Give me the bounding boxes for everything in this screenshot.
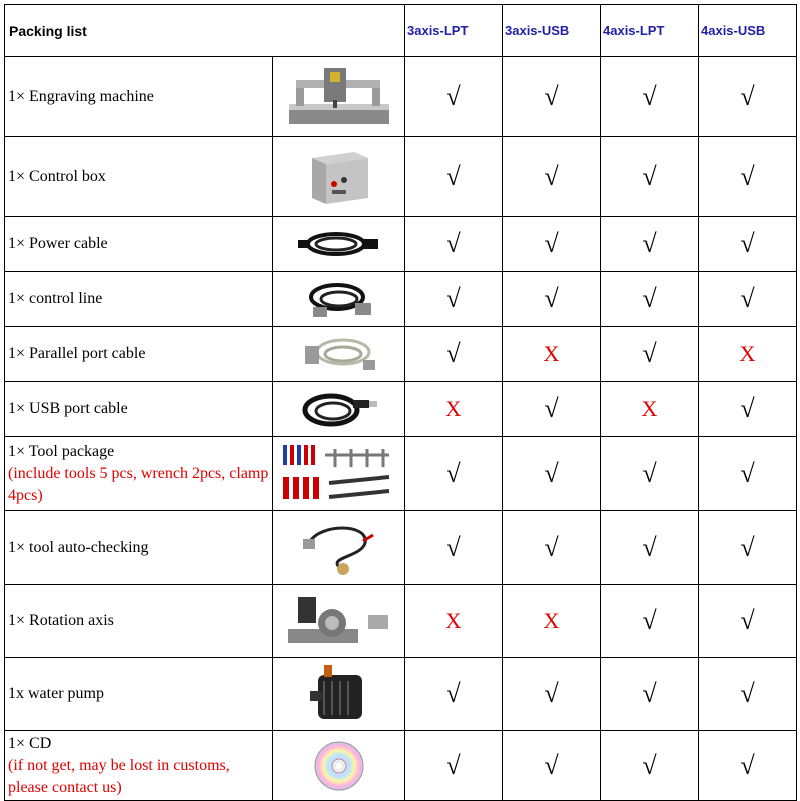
item-label: 1× Power cable [8, 235, 108, 252]
check-mark: √ [740, 161, 755, 191]
item-note: (include tools 5 pcs, wrench 2pcs, clamp 4pcs) [8, 464, 269, 504]
availability-cell [699, 437, 797, 511]
availability-cell [503, 511, 601, 585]
rotation-axis-icon [273, 589, 404, 653]
availability-cell [503, 57, 601, 137]
check-mark: √ [446, 161, 461, 191]
check-mark: √ [740, 284, 755, 313]
item-description [5, 731, 273, 801]
item-description [5, 57, 273, 137]
check-mark: √ [740, 81, 755, 111]
cd-icon [273, 738, 404, 794]
check-mark: √ [642, 606, 657, 635]
availability-cell [503, 272, 601, 327]
item-description [5, 511, 273, 585]
check-mark: √ [446, 81, 461, 111]
availability-cell [405, 327, 503, 382]
item-description [5, 217, 273, 272]
availability-cell [601, 511, 699, 585]
availability-cell [699, 382, 797, 437]
engraving-machine-icon [273, 64, 404, 130]
parallel-cable-icon [273, 330, 404, 378]
packing-row [5, 511, 797, 585]
check-mark: √ [642, 532, 657, 562]
item-label: 1× control line [8, 290, 103, 307]
item-label: 1× Parallel port cable [8, 345, 146, 362]
availability-cell [503, 658, 601, 731]
availability-cell [405, 382, 503, 437]
item-description [5, 137, 273, 217]
item-image [273, 731, 405, 801]
availability-cell [503, 585, 601, 658]
cross-mark: X [739, 341, 756, 366]
cross-mark: X [445, 396, 462, 421]
availability-cell [405, 731, 503, 801]
check-mark: √ [446, 679, 461, 708]
availability-cell [699, 217, 797, 272]
column-header-3axis-usb: 3axis-USB [503, 5, 601, 57]
check-mark: √ [642, 81, 657, 111]
check-mark: √ [740, 679, 755, 708]
packing-list-title: Packing list [5, 5, 405, 57]
check-mark: √ [740, 532, 755, 562]
item-label: 1× Rotation axis [8, 612, 114, 629]
item-label: 1× Control box [8, 167, 106, 185]
availability-cell [601, 437, 699, 511]
cross-mark: X [543, 341, 560, 366]
item-label: 1× CD [8, 734, 52, 752]
column-header-4axis-usb: 4axis-USB [699, 5, 797, 57]
control-box-icon [273, 144, 404, 210]
packing-row [5, 272, 797, 327]
check-mark: √ [544, 679, 559, 708]
packing-list-table [4, 4, 797, 801]
availability-cell [405, 437, 503, 511]
availability-cell [601, 57, 699, 137]
check-mark: √ [446, 229, 461, 258]
item-description [5, 437, 273, 511]
availability-cell [601, 658, 699, 731]
availability-cell [405, 217, 503, 272]
check-mark: √ [642, 458, 657, 488]
availability-cell [503, 437, 601, 511]
availability-cell [601, 137, 699, 217]
check-mark: √ [544, 750, 559, 780]
availability-cell [699, 731, 797, 801]
availability-cell [503, 327, 601, 382]
check-mark: √ [740, 750, 755, 780]
availability-cell [601, 382, 699, 437]
availability-cell [503, 137, 601, 217]
check-mark: √ [544, 394, 559, 423]
item-image [273, 658, 405, 731]
header-row [5, 5, 797, 57]
check-mark: √ [642, 750, 657, 780]
availability-cell [503, 382, 601, 437]
check-mark: √ [642, 284, 657, 313]
item-image [273, 137, 405, 217]
water-pump-icon [273, 661, 404, 727]
item-image [273, 327, 405, 382]
availability-cell [699, 327, 797, 382]
check-mark: √ [446, 532, 461, 562]
check-mark: √ [740, 394, 755, 423]
control-line-icon [273, 275, 404, 323]
item-description [5, 585, 273, 658]
availability-cell [405, 585, 503, 658]
packing-row [5, 658, 797, 731]
availability-cell [601, 272, 699, 327]
cross-mark: X [641, 396, 658, 421]
item-image [273, 382, 405, 437]
availability-cell [405, 511, 503, 585]
availability-cell [699, 511, 797, 585]
column-header-4axis-lpt: 4axis-LPT [601, 5, 699, 57]
item-description [5, 382, 273, 437]
check-mark: √ [740, 606, 755, 635]
item-image [273, 585, 405, 658]
check-mark: √ [446, 339, 461, 368]
packing-row [5, 57, 797, 137]
availability-cell [503, 217, 601, 272]
check-mark: √ [642, 161, 657, 191]
item-image [273, 217, 405, 272]
item-label: 1× Engraving machine [8, 87, 154, 105]
availability-cell [601, 585, 699, 658]
item-description [5, 272, 273, 327]
packing-row [5, 327, 797, 382]
check-mark: √ [544, 532, 559, 562]
check-mark: √ [642, 679, 657, 708]
availability-cell [601, 217, 699, 272]
check-mark: √ [642, 339, 657, 368]
check-mark: √ [642, 229, 657, 258]
item-label: 1× tool auto-checking [8, 538, 149, 556]
availability-cell [601, 731, 699, 801]
packing-row [5, 137, 797, 217]
check-mark: √ [544, 161, 559, 191]
availability-cell [699, 585, 797, 658]
check-mark: √ [544, 458, 559, 488]
packing-row [5, 585, 797, 658]
check-mark: √ [740, 229, 755, 258]
check-mark: √ [446, 284, 461, 313]
usb-cable-icon [273, 386, 404, 432]
check-mark: √ [544, 81, 559, 111]
packing-row [5, 382, 797, 437]
check-mark: √ [446, 458, 461, 488]
item-note: (if not get, may be lost in customs, please contact us) [8, 756, 230, 796]
item-label: 1x water pump [8, 685, 104, 702]
item-image [273, 57, 405, 137]
availability-cell [405, 658, 503, 731]
check-mark: √ [740, 458, 755, 488]
cross-mark: X [543, 608, 560, 633]
availability-cell [601, 327, 699, 382]
packing-row [5, 217, 797, 272]
item-description [5, 658, 273, 731]
item-label: 1× USB port cable [8, 400, 128, 417]
packing-row [5, 731, 797, 801]
availability-cell [405, 272, 503, 327]
item-label: 1× Tool package [8, 442, 115, 460]
availability-cell [699, 137, 797, 217]
availability-cell [699, 272, 797, 327]
item-image [273, 511, 405, 585]
availability-cell [405, 137, 503, 217]
check-mark: √ [544, 229, 559, 258]
availability-cell [699, 57, 797, 137]
tool-package-icon [273, 443, 404, 505]
item-image [273, 437, 405, 511]
tool-auto-checking-icon [273, 517, 404, 579]
availability-cell [503, 731, 601, 801]
item-description [5, 327, 273, 382]
check-mark: √ [544, 284, 559, 313]
availability-cell [699, 658, 797, 731]
column-header-3axis-lpt: 3axis-LPT [405, 5, 503, 57]
availability-cell [405, 57, 503, 137]
item-image [273, 272, 405, 327]
cross-mark: X [445, 608, 462, 633]
check-mark: √ [446, 750, 461, 780]
packing-row [5, 437, 797, 511]
power-cable-icon [273, 224, 404, 264]
